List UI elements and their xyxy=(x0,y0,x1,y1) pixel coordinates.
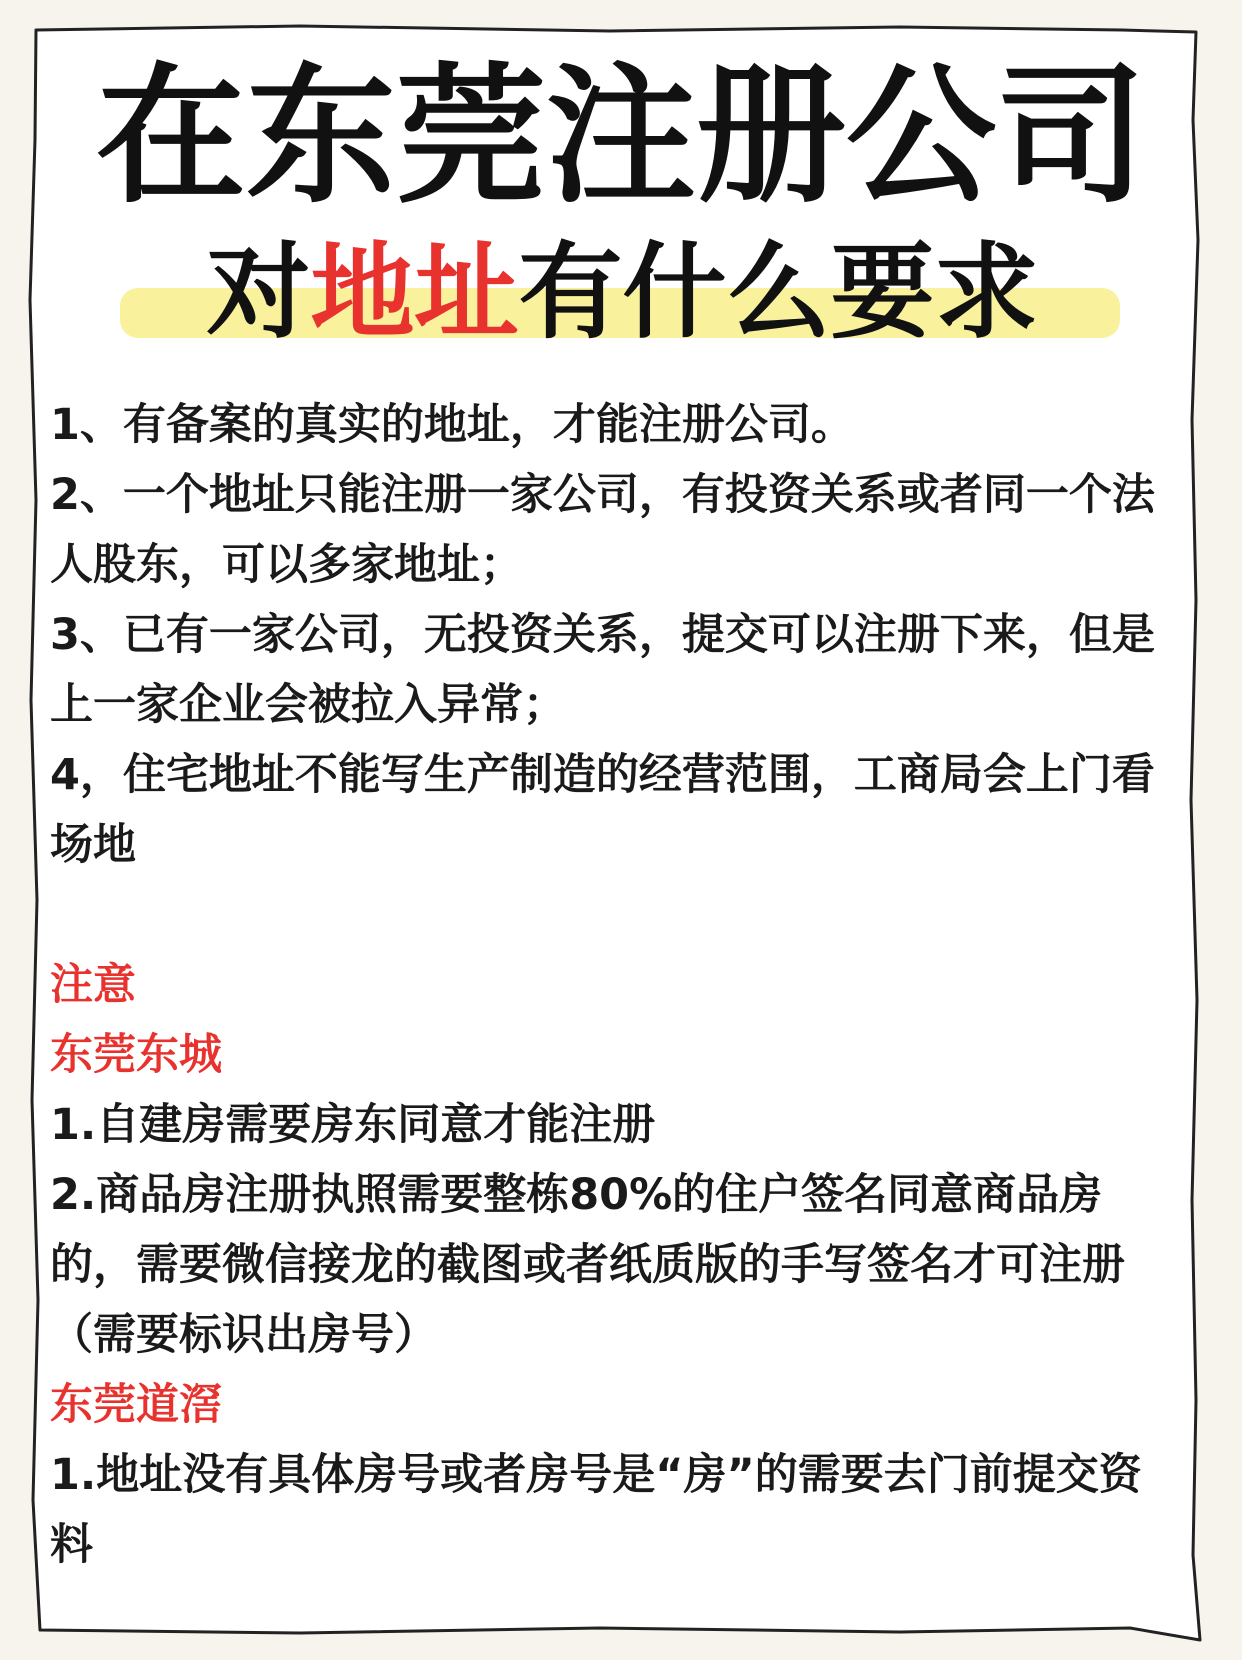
spacer xyxy=(50,880,1160,950)
requirement-item: 3、已有一家公司，无投资关系，提交可以注册下来，但是上一家企业会被拉入异常； xyxy=(50,610,1155,730)
subtitle-suffix: 有什么要求 xyxy=(518,231,1039,353)
requirement-item: 2、一个地址只能注册一家公司，有投资关系或者同一个法人股东，可以多家地址； xyxy=(50,470,1155,590)
content-body xyxy=(50,390,1160,1580)
title-main: 在东莞注册公司 xyxy=(95,50,1146,224)
requirement-item: 1、有备案的真实的地址，才能注册公司。 xyxy=(50,400,854,450)
subtitle-prefix: 对 xyxy=(206,231,311,353)
section-heading-daojiao: 东莞道滘 xyxy=(50,1380,222,1430)
section-item: 2.商品房注册执照需要整栋80%的住户签名同意商品房的，需要微信接龙的截图或者纸质版的手写签名才可注册（需要标识出房号） xyxy=(50,1170,1125,1360)
section-item: 1.地址没有具体房号或者房号是“房”的需要去门前提交资料 xyxy=(50,1450,1142,1570)
notice-heading: 注意 xyxy=(50,960,136,1010)
title-subtitle xyxy=(125,232,1120,352)
subtitle-keyword: 地址 xyxy=(310,231,519,353)
requirement-item: 4，住宅地址不能写生产制造的经营范围，工商局会上门看场地 xyxy=(50,750,1155,870)
section-item: 1.自建房需要房东同意才能注册 xyxy=(50,1100,656,1150)
section-heading-dongcheng: 东莞东城 xyxy=(50,1030,222,1080)
